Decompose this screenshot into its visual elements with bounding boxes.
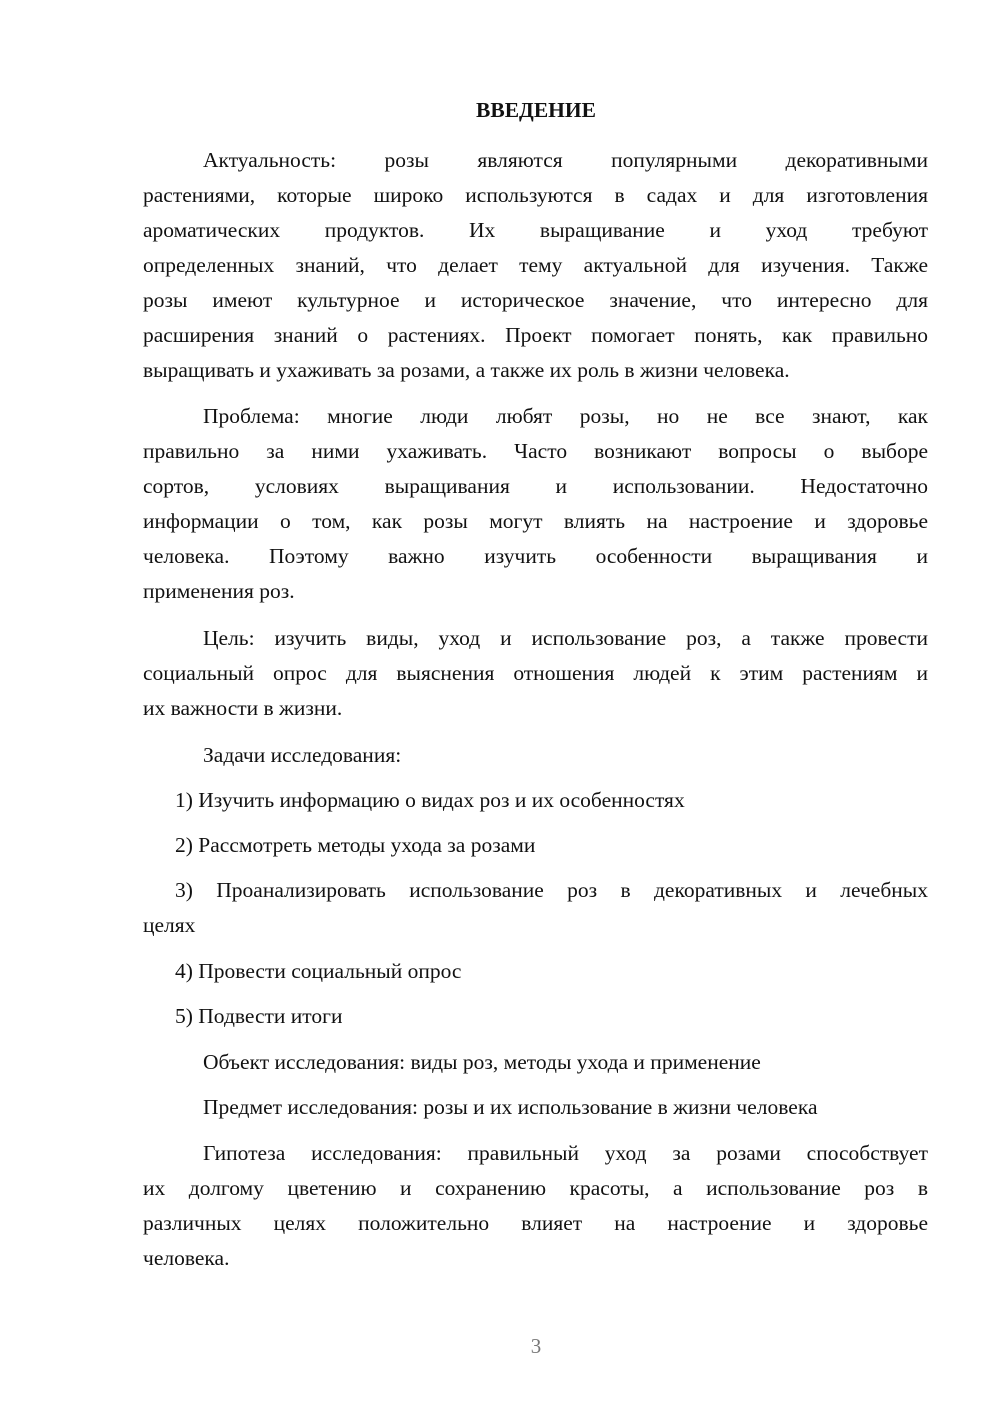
text-line: розы имеют культурное и историческое значение, что интересно для [143,288,928,312]
task-list-item [143,999,928,1034]
text-line: их долгому цветению и сохранению красоты, а использование роз в [143,1176,928,1200]
page-number: 3 [530,1334,542,1358]
paragraph [143,621,928,726]
text-line: расширения знаний о растениях. Проект помогает понять, как правильно [143,323,928,347]
text-line: человека. [143,1246,230,1270]
paragraph [143,1045,928,1080]
paragraph [143,738,928,773]
task-list-item [143,954,928,989]
paragraph [143,399,928,609]
text-line: человека. Поэтому важно изучить особенности выращивания и [143,544,928,568]
text-line: выращивать и ухаживать за розами, а также их роль в жизни человека. [143,358,790,382]
text-line: 1) Изучить информацию о видах роз и их особенностях [175,788,685,812]
paragraph [143,1090,928,1125]
text-line: различных целях положительно влияет на настроение и здоровье [143,1211,928,1235]
text-line: 3) Проанализировать использование роз в декоративных и лечебных [175,878,928,902]
text-line: 5) Подвести итоги [175,1004,343,1028]
text-line: определенных знаний, что делает тему актуальной для изучения. Также [143,253,928,277]
text-line: ароматических продуктов. Их выращивание и уход требуют [143,218,928,242]
section-title: ВВЕДЕНИЕ [476,98,596,122]
text-line: Гипотеза исследования: правильный уход за розами способствует [203,1141,928,1165]
task-list-item [143,873,928,943]
text-line: Актуальность: розы являются популярными декоративными [203,148,928,172]
task-list-item [143,828,928,863]
text-line: Предмет исследования: розы и их использование в жизни человека [203,1095,818,1119]
paragraph [143,1136,928,1276]
text-line: Цель: изучить виды, уход и использование роз, а также провести [203,626,928,650]
text-line: их важности в жизни. [143,696,343,720]
text-line: социальный опрос для выяснения отношения людей к этим растениям и [143,661,928,685]
text-line: Проблема: многие люди любят розы, но не все знают, как [203,404,928,428]
text-line: правильно за ними ухаживать. Часто возникают вопросы о выборе [143,439,928,463]
text-line: сортов, условиях выращивания и использовании. Недостаточно [143,474,928,498]
text-line: информации о том, как розы могут влиять на настроение и здоровье [143,509,928,533]
text-line: целях [143,913,196,937]
task-list-item [143,783,928,818]
text-line: применения роз. [143,579,295,603]
text-line: Задачи исследования: [203,743,402,767]
text-line: растениями, которые широко используются в садах и для изготовления [143,183,928,207]
text-line: Объект исследования: виды роз, методы ухода и применение [203,1050,761,1074]
text-line: 2) Рассмотреть методы ухода за розами [175,833,536,857]
paragraph [143,143,928,388]
text-line: 4) Провести социальный опрос [175,959,462,983]
